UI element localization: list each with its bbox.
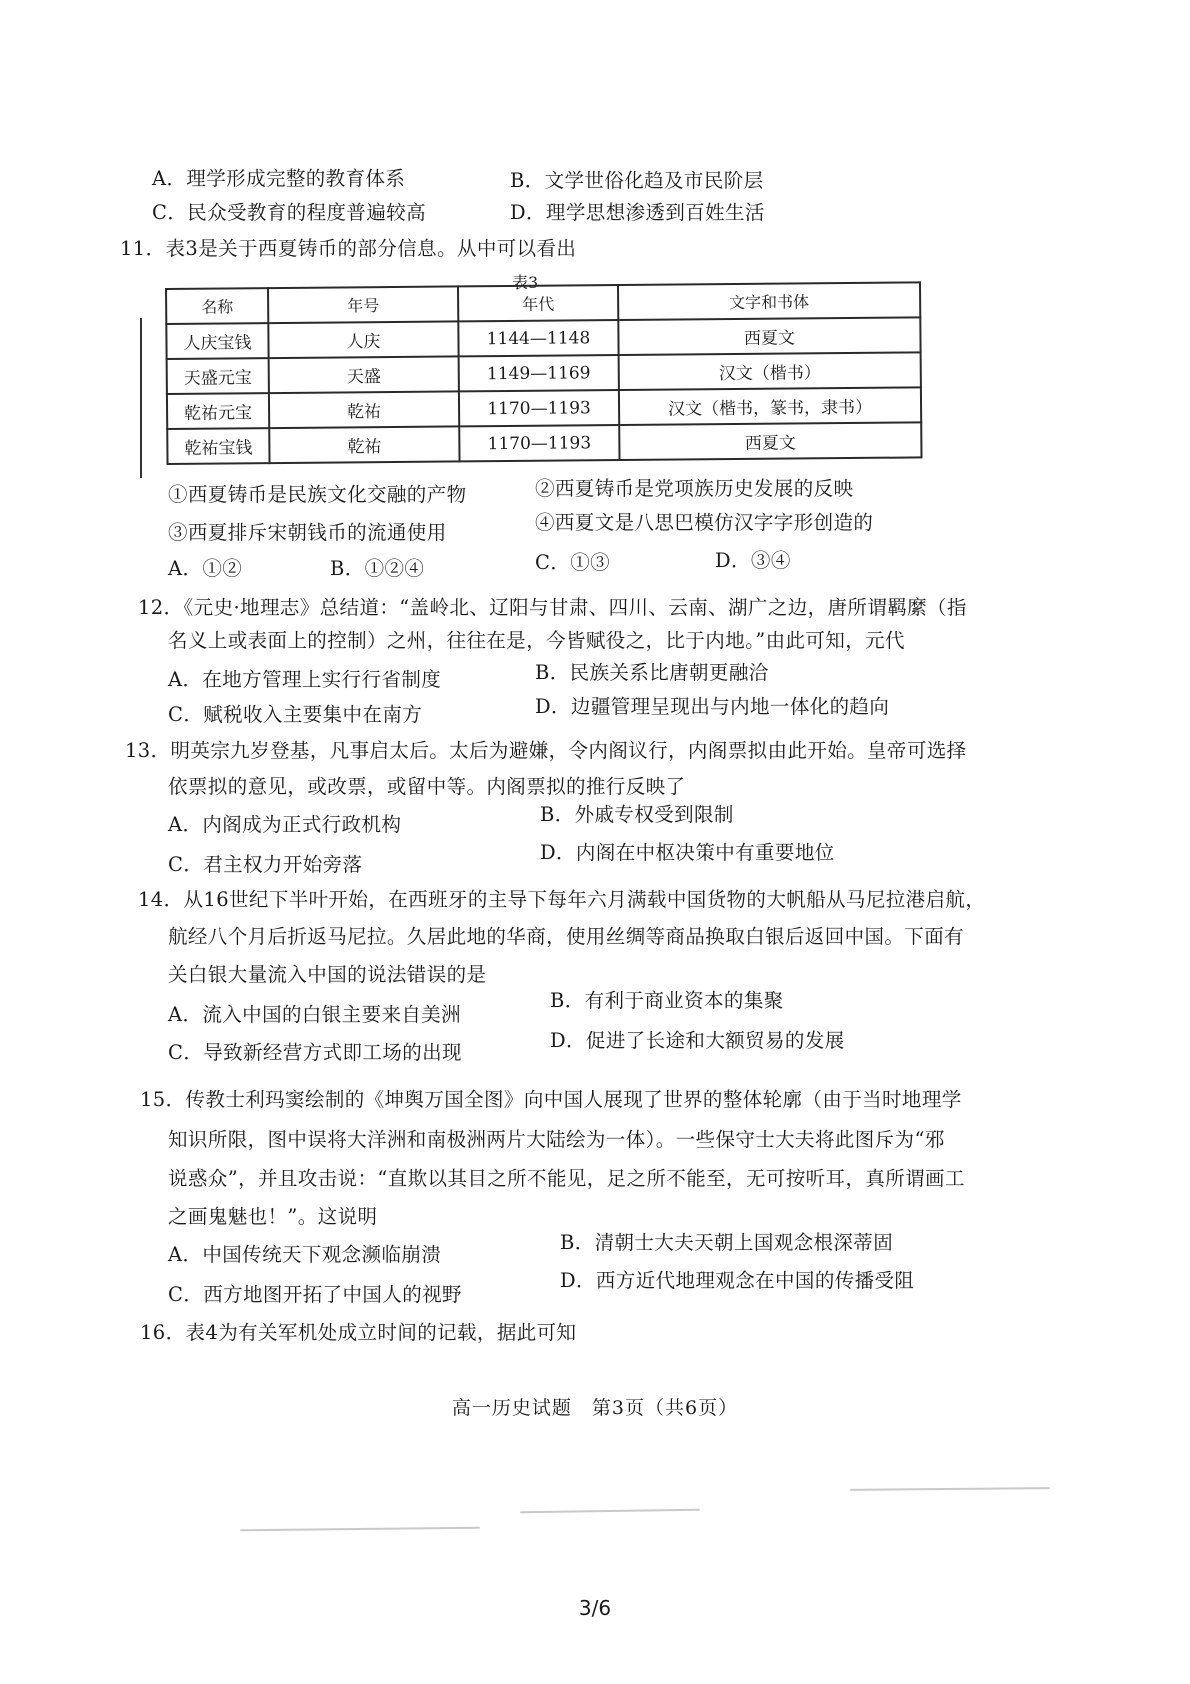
table-cell: 天盛 xyxy=(269,356,459,393)
q11-option-d: D．③④ xyxy=(715,549,791,572)
q15-option-c: C．西方地图开拓了中国人的视野 xyxy=(168,1283,462,1306)
table-cell: 乾祐 xyxy=(269,391,459,428)
coin-table xyxy=(165,281,923,465)
table-cell: 人庆宝钱 xyxy=(166,323,268,359)
q11-statement-2: ②西夏铸币是党项族历史发展的反映 xyxy=(535,477,854,500)
q13-option-c: C．君主权力开始旁落 xyxy=(168,853,363,876)
q16-stem: 16．表4为有关军机处成立时间的记载，据此可知 xyxy=(140,1321,577,1344)
q15-option-b: B．清朝士大夫天朝上国观念根深蒂固 xyxy=(560,1231,894,1254)
table-edge xyxy=(140,318,142,478)
q12-option-d: D．边疆管理呈现出与内地一体化的趋向 xyxy=(535,695,890,718)
q11-option-a: A．①② xyxy=(168,557,243,580)
q11-option-b: B．①②④ xyxy=(330,557,425,580)
q15-stem-line1: 15．传教士利玛窦绘制的《坤舆万国全图》向中国人展现了世界的整体轮廓（由于当时地理学 xyxy=(140,1088,962,1111)
q11-statement-1: ①西夏铸币是民族文化交融的产物 xyxy=(168,483,467,506)
q14-option-a: A．流入中国的白银主要来自美洲 xyxy=(168,1003,462,1026)
scan-smudge xyxy=(850,1487,1050,1491)
table-cell: 人庆 xyxy=(268,321,458,358)
q13-option-d: D．内阁在中枢决策中有重要地位 xyxy=(540,841,835,864)
table-header-cell: 年代 xyxy=(458,285,618,321)
q12-option-b: B．民族关系比唐朝更融洽 xyxy=(535,661,769,684)
table-cell: 乾祐宝钱 xyxy=(167,428,269,464)
q14-option-c: C．导致新经营方式即工场的出现 xyxy=(168,1041,462,1064)
q10-option-d: D．理学思想渗透到百姓生活 xyxy=(510,201,765,224)
q15-option-d: D．西方近代地理观念在中国的传播受阻 xyxy=(560,1269,915,1292)
q14-stem-line2: 航经八个月后折返马尼拉。久居此地的华商，使用丝绸等商品换取白银后返回中国。下面有 xyxy=(168,925,965,948)
table-cell: 1149—1169 xyxy=(459,355,619,391)
q13-option-b: B．外戚专权受到限制 xyxy=(540,803,734,826)
q12-option-c: C．赋税收入主要集中在南方 xyxy=(168,703,423,726)
table-header-cell: 年号 xyxy=(268,286,458,323)
q11-statement-3: ③西夏排斥宋朝钱币的流通使用 xyxy=(168,521,447,544)
q11-stem: 11．表3是关于西夏铸币的部分信息。从中可以看出 xyxy=(120,237,577,260)
table-row xyxy=(167,422,921,464)
table-cell: 1144—1148 xyxy=(458,320,618,356)
table-cell: 西夏文 xyxy=(618,317,920,355)
q15-stem-line4: 之画鬼魅也！”。这说明 xyxy=(168,1205,378,1228)
table-caption: 表3 xyxy=(512,273,539,292)
q14-stem-line1: 14．从16世纪下半叶开始，在西班牙的主导下每年六月满载中国货物的大帆船从马尼拉港启航， xyxy=(138,888,986,911)
q10-option-b: B．文学世俗化趋及市民阶层 xyxy=(510,169,764,192)
table-cell: 西夏文 xyxy=(619,422,921,460)
q15-stem-line3: 说惑众”，并且攻击说：“直欺以其目之所不能见，足之所不能至，无可按听耳，真所谓画工 xyxy=(168,1167,965,1190)
table-cell: 乾祐 xyxy=(269,426,459,463)
table-cell: 汉文（楷书，篆书，隶书） xyxy=(619,387,921,425)
table-cell: 天盛元宝 xyxy=(167,358,269,394)
q10-option-c: C．民众受教育的程度普遍较高 xyxy=(152,201,427,224)
table-cell: 汉文（楷书） xyxy=(619,352,921,390)
q14-option-d: D．促进了长途和大额贸易的发展 xyxy=(550,1029,845,1052)
q13-option-a: A．内阁成为正式行政机构 xyxy=(168,813,402,836)
q15-option-a: A．中国传统天下观念濒临崩溃 xyxy=(168,1243,442,1266)
q13-stem-line2: 依票拟的意见，或改票，或留中等。内阁票拟的推行反映了 xyxy=(168,775,686,798)
page-footer: 高一历史试题 第3页（共6页） xyxy=(451,1397,739,1419)
q12-option-a: A．在地方管理上实行行省制度 xyxy=(168,668,442,691)
table-cell: 1170—1193 xyxy=(459,425,619,461)
q15-stem-line2: 知识所限，图中误将大洋洲和南极洲两片大陆绘为一体）。一些保守士大夫将此图斥为“邪 xyxy=(168,1128,945,1151)
table-cell: 1170—1193 xyxy=(459,390,619,426)
q12-stem-line2: 名义上或表面上的控制）之州，往往在是，今皆赋役之，比于内地。”由此可知，元代 xyxy=(168,629,905,652)
table-header-cell: 文字和书体 xyxy=(618,282,920,320)
scan-smudge xyxy=(240,1527,480,1532)
scan-smudge xyxy=(520,1509,700,1514)
q10-option-a: A．理学形成完整的教育体系 xyxy=(152,167,406,190)
q12-stem-line1: 12．《元史·地理志》总结道：“盖岭北、辽阳与甘肃、四川、云南、湖广之边，唐所谓羁縻（指 xyxy=(138,596,967,619)
q11-statement-4: ④西夏文是八思巴模仿汉字字形创造的 xyxy=(535,511,874,534)
q14-stem-line3: 关白银大量流入中国的说法错误的是 xyxy=(168,963,487,986)
table-cell: 乾祐元宝 xyxy=(167,393,269,429)
table-header-cell: 名称 xyxy=(166,288,268,324)
q13-stem-line1: 13．明英宗九岁登基，凡事启太后。太后为避嫌，令内阁议行，内阁票拟由此开始。皇帝可选择 xyxy=(125,739,967,762)
page-number: 3/6 xyxy=(578,1596,612,1620)
q11-option-c: C．①③ xyxy=(535,551,611,574)
q14-option-b: B．有利于商业资本的集聚 xyxy=(550,989,784,1012)
